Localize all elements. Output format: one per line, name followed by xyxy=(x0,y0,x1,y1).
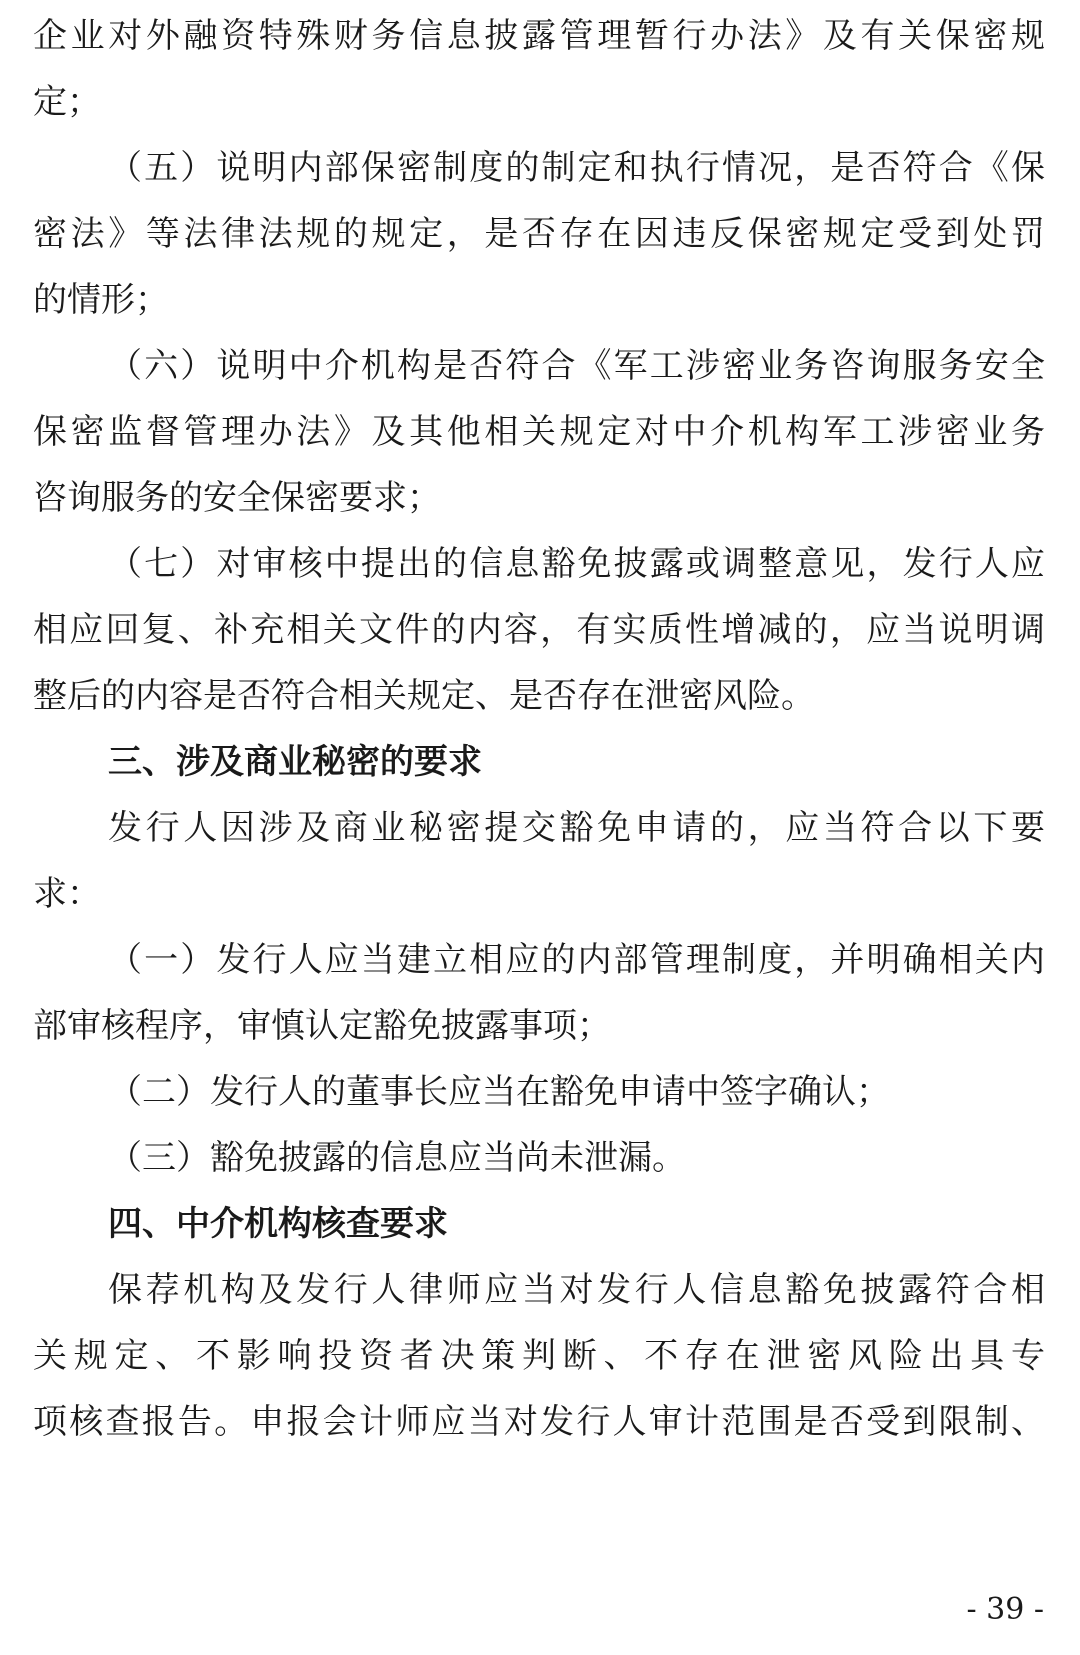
text-line: 相应回复、补充相关文件的内容，有实质性增减的，应当说明调 xyxy=(33,610,1045,650)
text-line: （二）发行人的董事长应当在豁免申请中签字确认； xyxy=(108,1072,890,1112)
text-line: 发行人因涉及商业秘密提交豁免申请的，应当符合以下要 xyxy=(108,808,1045,848)
text-line: 求： xyxy=(33,874,101,914)
text-line: （五）说明内部保密制度的制定和执行情况，是否符合《保 xyxy=(108,148,1045,188)
text-line: 密法》等法律法规的规定，是否存在因违反保密规定受到处罚 xyxy=(33,214,1045,254)
text-line: 部审核程序，审慎认定豁免披露事项； xyxy=(33,1006,611,1046)
text-line: （三）豁免披露的信息应当尚未泄漏。 xyxy=(108,1138,686,1178)
section-heading: 三、涉及商业秘密的要求 xyxy=(108,742,482,782)
text-line: （七）对审核中提出的信息豁免披露或调整意见，发行人应 xyxy=(108,544,1045,584)
text-line: （一）发行人应当建立相应的内部管理制度，并明确相关内 xyxy=(108,940,1045,980)
text-line: 咨询服务的安全保密要求； xyxy=(33,478,441,518)
text-line: 关规定、不影响投资者决策判断、不存在泄密风险出具专 xyxy=(33,1336,1045,1376)
text-line: 的情形； xyxy=(33,280,169,320)
text-line: 保荐机构及发行人律师应当对发行人信息豁免披露符合相 xyxy=(108,1270,1045,1310)
text-line: 定； xyxy=(33,82,101,122)
text-line: 项核查报告。申报会计师应当对发行人审计范围是否受到限制、 xyxy=(33,1402,1045,1442)
text-line: 整后的内容是否符合相关规定、是否存在泄密风险。 xyxy=(33,676,815,716)
text-line: 保密监督管理办法》及其他相关规定对中介机构军工涉密业务 xyxy=(33,412,1045,452)
page-number: - 39 - xyxy=(966,1592,1044,1627)
text-line: 企业对外融资特殊财务信息披露管理暂行办法》及有关保密规 xyxy=(33,16,1045,56)
text-line: （六）说明中介机构是否符合《军工涉密业务咨询服务安全 xyxy=(108,346,1045,386)
section-heading: 四、中介机构核查要求 xyxy=(108,1204,448,1244)
